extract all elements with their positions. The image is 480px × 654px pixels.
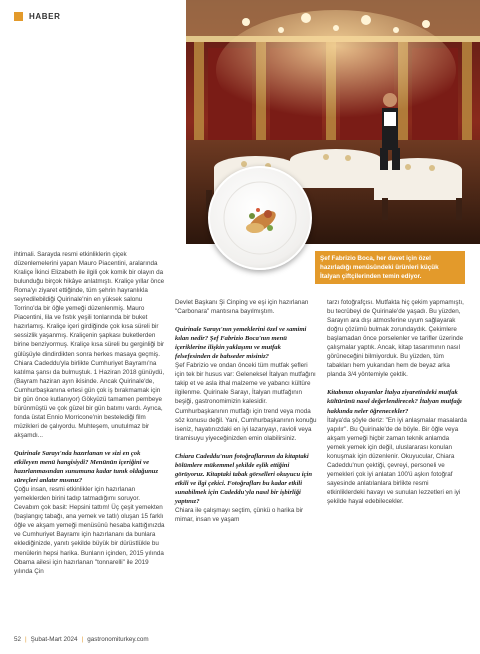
interview-question: Quirinale Sarayı'nın yemeklerini özel ve samimi kılan nedir? Şef Fabrizio Boca'nın menü içeriklerine ilişkin yaklaşımı ve mutfak felsefesinden de bahseder misiniz? xyxy=(175,326,307,361)
article-column-2 xyxy=(175,298,317,524)
page-number: 52 xyxy=(14,636,22,643)
paragraph: İtalya'da şöyle deriz: "En iyi anlaşmalar masalarda yapılır". Bu Quirinale'de de böyle. Bir öğle veya akşam yemeği hiçbir zaman teknik anlamda yemek yemek için değil, uluslararası konulan konuşmak için düzenlenir. Okuyucular, Chiara Cadeddu'nun çektiği, çevreyi, personeli ve yemekleri çok iyi anlatan 100'ü aşkın fotoğraf sayesinde anlatılanlara birlikte resmi etkinliklerdeki havayı ve sunulan lezzetleri en iyi şekilde hayal edebilecekler. xyxy=(327,416,467,505)
section-header xyxy=(14,12,60,21)
section-label: HABER xyxy=(29,12,61,21)
website-link[interactable]: gastronomiturkey.com xyxy=(87,636,149,643)
interview-question: Quirinale Sarayı'nda hazırlanan ve sizi en çok etkileyen menü hangisiydi? Menünün içeriğini ve hazırlanmasından sunumuna kadar tunık oldağunuz süreçleri anlatır mısınız? xyxy=(14,449,159,485)
page-footer xyxy=(14,636,149,643)
issue-date: Şubat-Mart 2024 xyxy=(30,636,78,643)
square-bullet-icon xyxy=(14,12,23,21)
interview-question: Chiara Cadeddu'nun fotoğraflarının da kitaptaki bölümlere mükemmel şekilde eşlik ettiğini görüyoruz. Kitaptaki tabak görselleri okuyucu için etkili ve ilgi çekici. Fotoğrafları bu kadar etkili sunabilmek için Cadeddu'yla nasıl bir işbirliği yaptınız? xyxy=(175,452,313,505)
footer-separator: | xyxy=(81,636,84,643)
footer-separator: | xyxy=(25,636,27,643)
article-column-1 xyxy=(14,250,166,576)
photo-caption: Şef Fabrizio Boca, her davet için özel hazırladığı menüsündeki ürünleri küçük İtalyan çiftçilerinden temin ediyor. xyxy=(315,251,465,284)
paragraph: ihtimali. Sarayda resmi etkinliklerin çiçek düzenlemelerini yapan Mauro Piacentini, aralarında Kraliçe İkinci Elizabeth ile ilgili çok komik bir olayın da bulunduğu birçok hikâye anlatmıştı. Kraliçe yıllar önce Roma'yı ziyaret ettiğinde, tüm şehrin hayranlıkla seyredilebildiği Quirinale'nin en yüksek salonu Torrino'da bir öğle yemeği düzenlenmiş. Mauro Piacentini, lila ve fıstık yeşili tonlarında bir buket hazırlamış. Kraliçe içeri girdiğinde çok kısa süreli bir sessizlik yaşanmış. Kraliçenin şapkası buketlerden birine benziyormuş. Kraliçe kısa süreli bu gerginliği bir gülüşüyle dindirdikten sonra herkes masaya geçmiş. Chiara Cadeddu'yla birlikte Cumhuriyet Bayramı'na katılma şansı da bulmuştuk. 1 Haziran 2018 günüydü, (Bayram haziran ayın ikisinde. Ancak Quirinale'de, Cumhurbaşkanına ertesi gün çok iş bırakmamak için bir gün önce kutlanıyor) Gökyüzü tamamen pembeye bürünmüştü ve çok güzel bir gün batımı vardı. Ayrıca, fonda üstat Ennio Morricone'nin bestelediği film müzikleri de çalıyordu. Muhteşem, unutulmaz bir akşamdı... xyxy=(14,251,165,439)
paragraph: Çoğu insan, resmi etkinlikler için hazırlanan yemeklerden birini tadıp tatmadığımı soruyor. Cevabım çok basit: Hepsini tattım! Üç çeşit yemekten (başlangıç tabağı, ana yemek ve tatlı) oluşan 15 farklı öğle ve akşam yemeği menüsünü hesaba kattığınızda ve Cumhuriyet Bayramı için hazırlananı da bunlara eklediğinizde, yanıtı şekilde büyük bir dürüstlükle bu menülerin hepsi harika. Bunların içinden, 2015 yılında Obama ailesi için hazırlanan "tonnarelli" ile 2019 yılında Çin xyxy=(14,486,165,575)
plated-dish-photo xyxy=(208,166,312,270)
paragraph: Chiara ile çalışmayı seçtim, çünkü o harika bir mimar, insan ve yaşam xyxy=(175,506,304,524)
paragraph: Şef Fabrizio ve ondan önceki tüm mutfak şefleri için tek bir husus var: Geleneksel İtalyan mutfağını takip et ve asla ithal malzeme ve yabancı kültüre ilgilenme. Quirinale Sarayı, İtalyan mutfağının beşiği, gastronomimizin kalesidir. Cumhurbaşkanının mutfağı için trend veya moda söz konusu değil. Yani, Cumhurbaşkanının konuğu iseniz, hayatınızdaki en iyi lazanyayı, ravioli veya tiramisuyu yiyeceğinizden emin olabilirsiniz. xyxy=(175,362,317,442)
paragraph: Devlet Başkanı Şi Cinping ve eşi için hazırlanan "Carbonara" mantısına bayılmıştım. xyxy=(175,299,309,316)
paragraph: tarzı fotoğrafçısı. Mutfakta hiç çekim yapmamıştı, bu tecrübeyi de Quirinale'de yaşadı. Bu yüzden, Sarayın ara dışı atmosferine uyum sağlayarak doğru çözümü bulmak zorundaydık. Çekimlere başlamadan önce porselenler ve tarifler üzerinde çalışmalar yaptık. Ancak, kitap tasarımının nasıl görüneceğini bilmiyorduk. Bu yüzden, tüm tabakları hem yukarıdan hem de beyaz arka planda 3/4 yöntemiyle çektik. xyxy=(327,299,464,379)
interview-question: Kitabınızı okuyanlar İtalya ziyaretindeki mutfak kültürünü nasıl değerlendirecek? İtalyan mutfağı hakkında neler öğrenecekler? xyxy=(327,389,462,415)
article-column-3 xyxy=(327,298,467,506)
